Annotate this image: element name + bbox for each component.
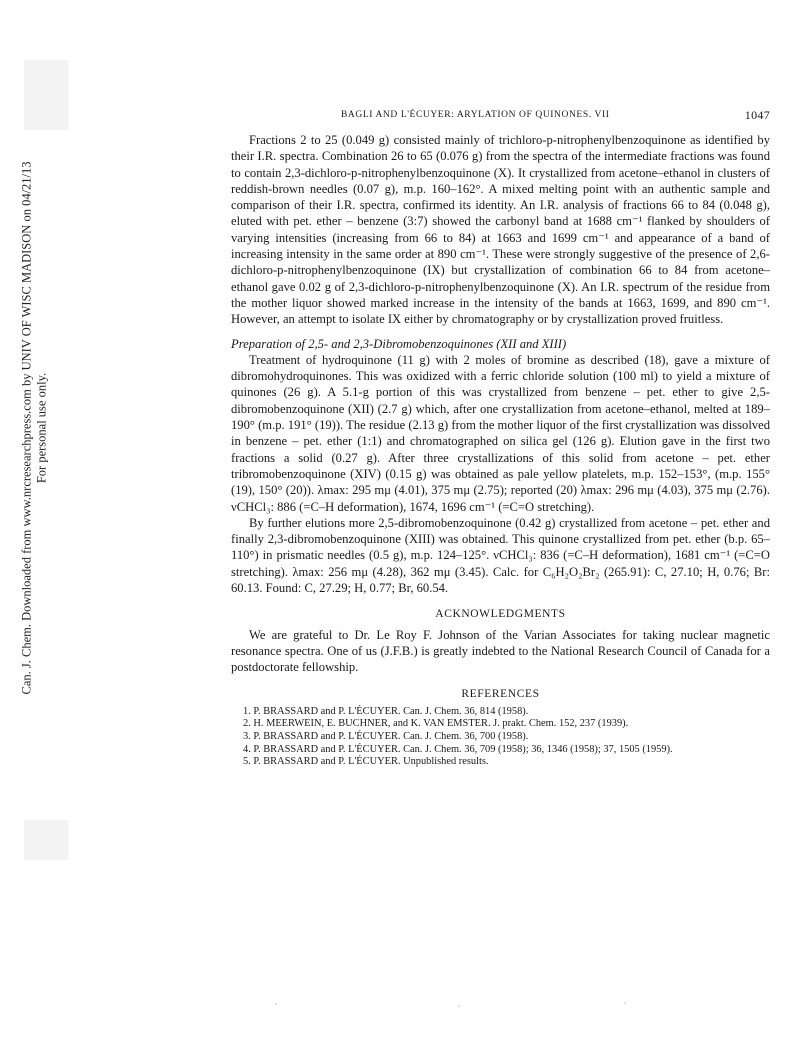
reference-item: 5. P. BRASSARD and P. L'ÉCUYER. Unpublished results. [243,756,489,768]
reference-list [231,706,770,769]
scan-smudge [24,60,68,130]
download-stamp [4,161,66,695]
personal-use-line: For personal use only. [35,372,50,484]
reference-item: 2. H. MEERWEIN, E. BUCHNER, and K. VAN EMSTER. J. prakt. Chem. 152, 237 (1939). [243,718,629,730]
section-subheading: Preparation of 2,5- and 2,3-Dibromobenzoquinones (XII and XIII) [231,336,567,351]
paragraph-preparation: Treatment of hydroquinone (11 g) with 2 moles of bromine as described (18), gave a mixture of dibromohydroquinones. This was oxidized with a ferric chloride solution (100 ml) to yield a mixture of quinones (26 g). A 5.1-g portion of this was crystallized from benzene – pet. ether to give 2,5-dibromobenzoquinone (XII) (2.7 g) which, after one crystallization from acetone–ethanol, melted at 189–190° (m.p. 191° (19)). The residue (2.13 g) from the mother liquor of the first crystallization was dissolved in benzene – pet. ether (1:1) and chromatographed on silica gel (126 g). Elution gave in the first two fractions a solid (0.27 g). After three crystallizations of this solid from acetone – pet. ether tribromobenzoquinone (XIV) (0.15 g) was obtained as pale yellow platelets, m.p. 152–153°, (m.p. 155° (19), 150° (20)). λmax: 295 mμ (4.01), 375 mμ (2.75); reported (20) λmax: 296 mμ (4.03), 375 mμ (2.76). νCHCl₃: 886 (=C–H deformation), 1674, 1696 cm⁻¹ (=C=O stretching). [231,352,771,514]
acknowledgments-title: ACKNOWLEDGMENTS [435,608,566,621]
reference-item: 4. P. BRASSARD and P. L'ÉCUYER. Can. J. Chem. 36, 709 (1958); 36, 1346 (1958); 37, 1505 (1959). [243,743,673,755]
reference-item: 1. P. BRASSARD and P. L'ÉCUYER. Can. J. Chem. 36, 814 (1958). [243,705,529,717]
reference-item: 3. P. BRASSARD and P. L'ÉCUYER. Can. J. Chem. 36, 700 (1958). [243,730,529,742]
page-number: 1047 [744,108,770,122]
running-title: BAGLI AND L'ÉCUYER: ARYLATION OF QUINONES. VII [341,110,610,120]
article-body [231,132,770,769]
running-header [231,108,812,126]
paragraph-fractions: Fractions 2 to 25 (0.049 g) consisted mainly of trichloro-p-nitrophenylbenzoquinone as identified by their I.R. spectra. Combination 26 to 65 (0.076 g) from the spectra of the intermediate fractions was found to contain 2,3-dichloro-p-nitrophenylbenzoquinone (X). It crystallized from acetone–ethanol in clusters of reddish-brown needles (0.07 g), m.p. 160–162°. A mixed melting point with an authentic sample and comparison of their I.R. spectra, confirmed its identity. An I.R. analysis of fractions 66 to 84 (0.048 g), eluted with pet. ether – benzene (3:7) showed the carbonyl band at 1688 cm⁻¹ flanked by shoulders of varying intensities (increasing from 66 to 84) at 1663 and 1699 cm⁻¹ and appearance of a band of increasing intensity in the same order at 890 cm⁻¹. These were strongly suggestive of the presence of 2,6-dichloro-p-nitrophenylbenzoquinone (IX) but crystallization of combination 66 to 84 from acetone–ethanol gave 0.02 g of 2,3-dichloro-p-nitrophenylbenzoquinone (X). An I.R. spectrum of the residue from the mother liquor showed marked increase in the intensity of the bands at 1663, 1699, and 890 cm⁻¹. However, an attempt to isolate IX either by chromatography or by crystallization proved fruitless. [231,133,770,327]
paragraph-further-elutions: By further elutions more 2,5-dibromobenzoquinone (0.42 g) crystallized from acetone – pet. ether and finally 2,3-dibromobenzoquinone (XIII) was obtained. This quinone crystallized from pet. ether (b.p. 65–110°) in prismatic needles (0.5 g), m.p. 124–125°. νCHCl₃: 836 (=C–H deformation), 1681 cm⁻¹ (=C=O stretching). λmax: 256 mμ (4.28), 362 mμ (3.45). Calc. for C₆H₂O₂Br₂ (265.91): C, 27.10; H, 0.76; Br: 60.13. Found: C, 27.29; H, 0.77; Br, 60.54. [231,515,770,596]
acknowledgments-text: We are grateful to Dr. Le Roy F. Johnson of the Varian Associates for taking nuclear magnetic resonance spectra. One of us (J.F.B.) is greatly indebted to the National Research Council of Canada for a postdoctorate fellowship. [231,627,770,675]
scan-specks [0,1000,812,1010]
references-title: REFERENCES [461,687,540,700]
download-stamp-line: Can. J. Chem. Downloaded from www.nrcresearchpress.com by UNIV OF WISC MADISON on 04/21/13 [20,161,35,695]
scan-smudge [24,820,68,860]
